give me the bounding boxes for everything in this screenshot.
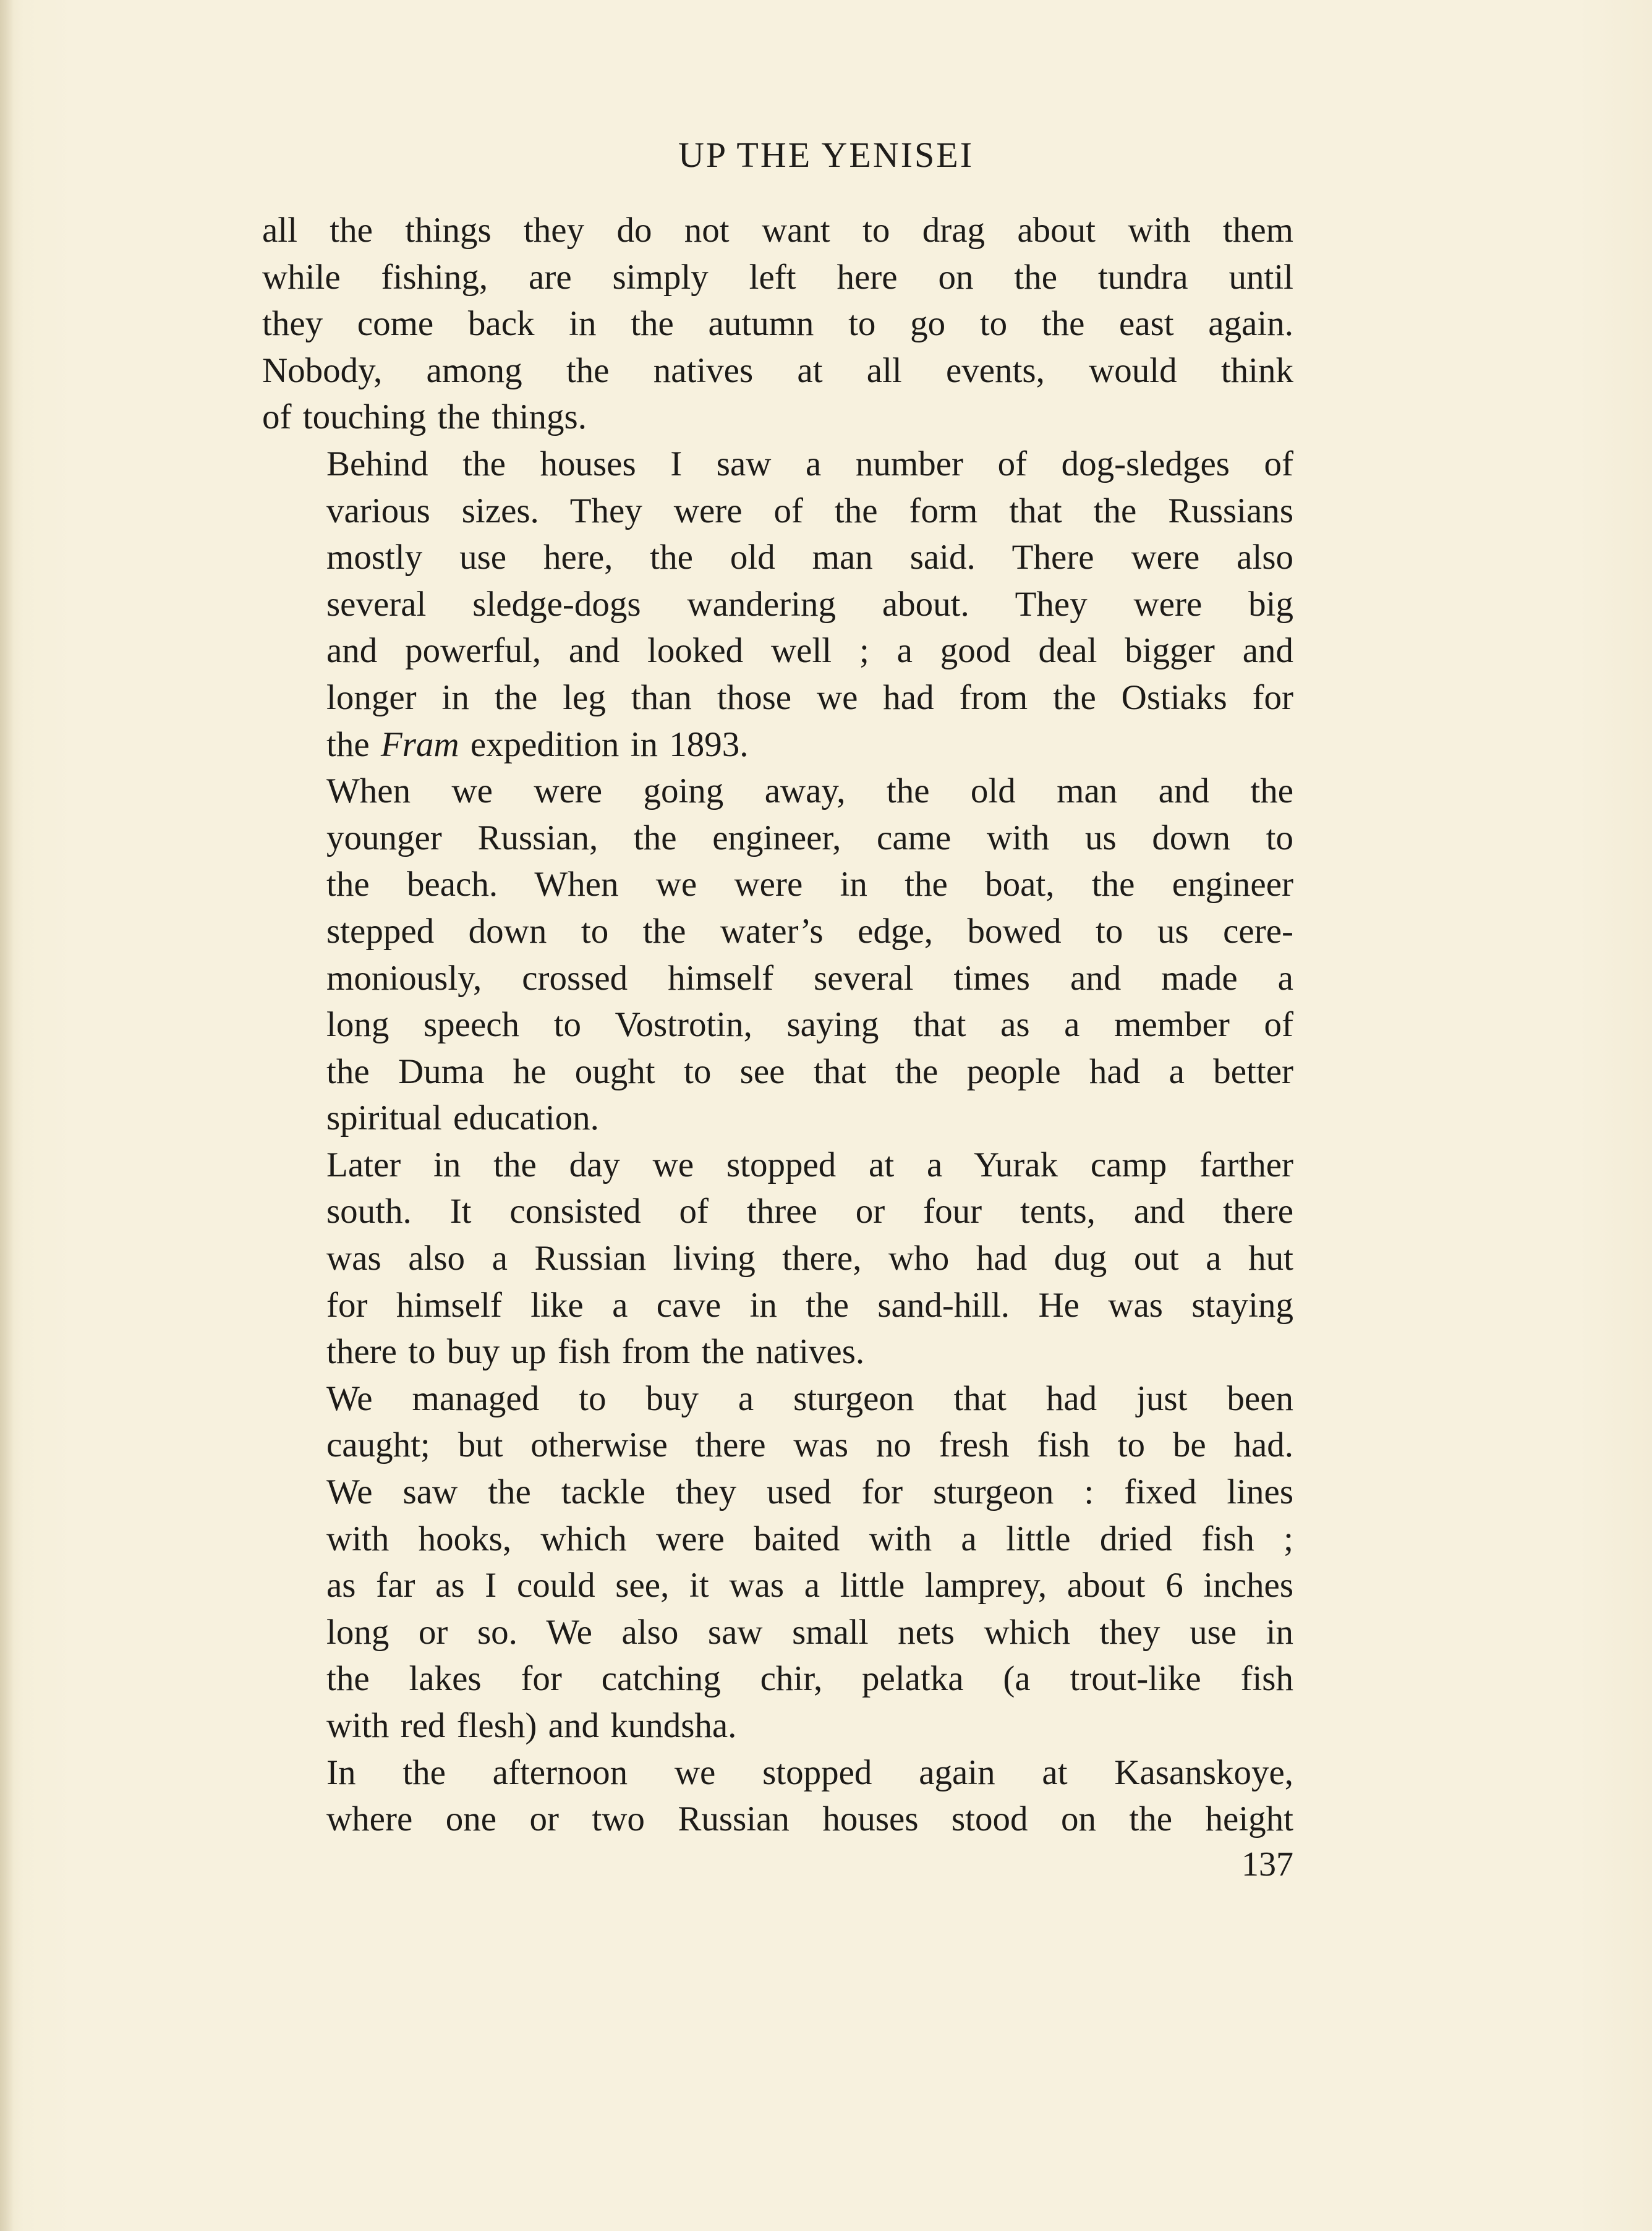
text-run: the bbox=[326, 725, 381, 764]
text-line: younger Russian, the engineer, came with us down to bbox=[326, 818, 1293, 857]
text-line: as far as I could see, it was a little lamprey, about 6 inches bbox=[326, 1566, 1293, 1605]
text-line: stepped down to the water’s edge, bowed to us cere- bbox=[326, 911, 1293, 951]
text-line: long or so. We also saw small nets which they use in bbox=[326, 1612, 1293, 1652]
italic-ship-name: Fram bbox=[380, 725, 459, 764]
text-line: When we were going away, the old man and the bbox=[326, 771, 1293, 811]
text-line: south. It consisted of three or four tents, and there bbox=[326, 1192, 1293, 1231]
text-line: spiritual education. bbox=[326, 1099, 599, 1138]
paragraph-5 bbox=[262, 1375, 1293, 1749]
text-line: longer in the leg than those we had from the Ostiaks for bbox=[326, 678, 1293, 717]
text-line: various sizes. They were of the form that the Russians bbox=[326, 491, 1293, 530]
paragraph-3 bbox=[262, 768, 1293, 1142]
text-line: they come back in the autumn to go to the east again. bbox=[262, 304, 1293, 344]
text-line: of touching the things. bbox=[262, 397, 587, 437]
running-head: UP THE YENISEI bbox=[678, 135, 974, 175]
text-line: the Duma he ought to see that the people had a better bbox=[326, 1052, 1293, 1091]
body-text bbox=[262, 207, 1293, 1843]
text-line: where one or two Russian houses stood on the height bbox=[326, 1800, 1293, 1839]
text-line: several sledge-dogs wandering about. They were big bbox=[326, 584, 1293, 624]
page-number: 137 bbox=[1241, 1845, 1293, 1884]
text-line: We saw the tackle they used for sturgeon : fixed lines bbox=[326, 1472, 1293, 1512]
text-line: We managed to buy a sturgeon that had just been bbox=[326, 1379, 1293, 1418]
text-line: there to buy up fish from the natives. bbox=[326, 1332, 865, 1372]
text-line: while fishing, are simply left here on the tundra until bbox=[262, 257, 1293, 297]
paragraph-1 bbox=[262, 207, 1293, 441]
text-line: long speech to Vostrotin, saying that as a member of bbox=[326, 1005, 1293, 1045]
text-line: the lakes for catching chir, pelatka (a trout-like fish bbox=[326, 1659, 1293, 1699]
paragraph-4 bbox=[262, 1142, 1293, 1375]
page-gutter-shadow bbox=[0, 0, 14, 2231]
text-line: Later in the day we stopped at a Yurak camp farther bbox=[326, 1145, 1293, 1184]
paragraph-6 bbox=[262, 1749, 1293, 1843]
text-line: moniously, crossed himself several times and made a bbox=[326, 958, 1293, 998]
text-line: with red flesh) and kundsha. bbox=[326, 1706, 737, 1745]
text-run: expedition in 1893. bbox=[459, 725, 749, 764]
text-line: In the afternoon we stopped again at Kasanskoye, bbox=[326, 1753, 1293, 1792]
text-line: mostly use here, the old man said. There were also bbox=[326, 538, 1293, 577]
text-line: the beach. When we were in the boat, the engineer bbox=[326, 865, 1293, 904]
text-line: caught; but otherwise there was no fresh fish to be had. bbox=[326, 1426, 1293, 1465]
text-line: for himself like a cave in the sand-hill. He was staying bbox=[326, 1285, 1293, 1325]
text-line: Behind the houses I saw a number of dog-sledges of bbox=[326, 444, 1293, 483]
text-line: was also a Russian living there, who had dug out a hut bbox=[326, 1239, 1293, 1278]
text-line: Nobody, among the natives at all events, would think bbox=[262, 351, 1293, 390]
paragraph-2 bbox=[262, 441, 1293, 768]
text-line bbox=[262, 721, 1293, 768]
text-line: and powerful, and looked well ; a good deal bigger and bbox=[326, 631, 1293, 671]
text-line: all the things they do not want to drag about with them bbox=[262, 211, 1293, 250]
text-line: with hooks, which were baited with a little dried fish ; bbox=[326, 1519, 1293, 1558]
